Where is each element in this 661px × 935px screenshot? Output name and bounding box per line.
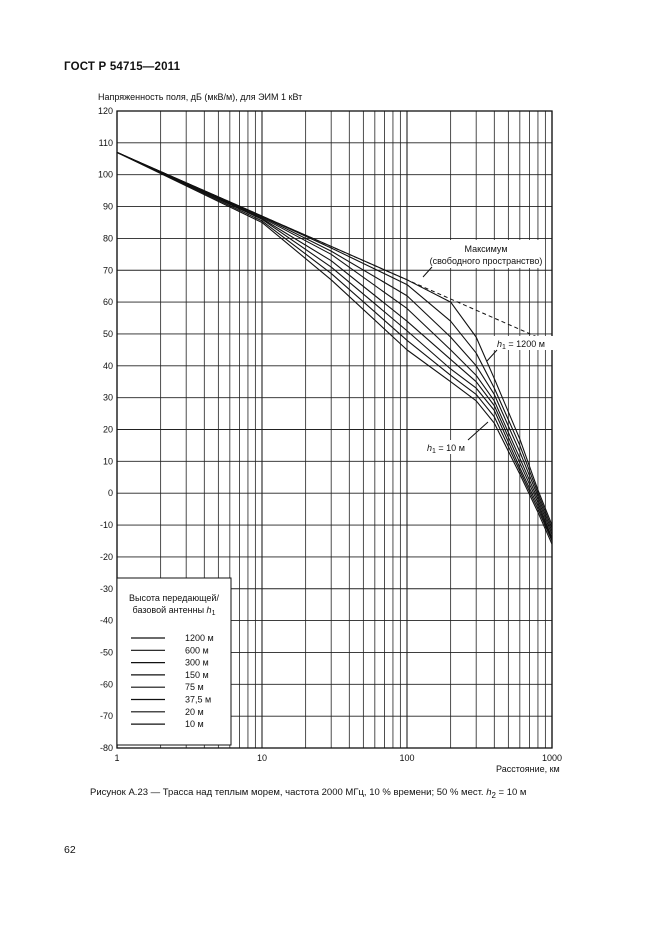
caption-h-subscript: 2 — [491, 790, 496, 800]
legend-title-line2: базовой антенны $h_1$ — [132, 605, 216, 617]
annotation-max-leader — [423, 267, 432, 277]
y-tick-label: 120 — [97, 106, 113, 116]
legend-title-line1: Высота передающей/ — [129, 593, 219, 603]
y-tick-label: -20 — [99, 551, 113, 562]
annotation-h1-10-leader — [468, 422, 488, 440]
annotation-max-line1: Максимум — [464, 244, 508, 254]
y-tick-label: 100 — [97, 169, 113, 180]
series-line — [117, 152, 552, 534]
chart-annotations — [423, 240, 553, 455]
annotation-h1-1200-leader — [487, 350, 497, 361]
y-tick-label: 0 — [107, 488, 113, 499]
series-line — [117, 152, 552, 537]
x-tick-label: 100 — [399, 753, 415, 763]
legend-label: 600 м — [185, 645, 209, 656]
y-axis-label: Напряженность поля, дБ (мкВ/м), для ЭИМ 1 кВт — [98, 92, 303, 102]
y-tick-label: -30 — [99, 583, 113, 594]
annotation-h1-10: $h_1 = 10$ м — [427, 443, 465, 455]
legend-label: 20 м — [185, 706, 204, 717]
page-number: 62 — [64, 844, 76, 856]
y-tick-label: 10 — [102, 456, 113, 467]
x-tick-label: 1000 — [541, 753, 563, 763]
caption-text: Рисунок А.23 — Трасса над теплым морем, частота 2000 МГц, 10 % времени; 50 % мест. — [90, 787, 487, 798]
y-tick-labels — [98, 106, 113, 753]
legend-label: 75 м — [185, 682, 204, 693]
y-tick-label: 80 — [102, 233, 113, 244]
caption-h-value: = 10 м — [495, 787, 527, 798]
y-tick-label: 90 — [102, 201, 113, 212]
y-tick-label: -60 — [99, 679, 113, 690]
y-tick-label: -80 — [99, 743, 113, 753]
y-tick-label: 50 — [102, 328, 113, 339]
y-tick-label: 20 — [102, 424, 113, 435]
chart-legend — [117, 578, 231, 745]
legend-label: 1200 м — [185, 633, 214, 643]
figure-caption — [90, 787, 526, 800]
y-tick-label: 40 — [102, 360, 113, 371]
series-line — [117, 152, 552, 544]
x-tick-labels — [114, 753, 562, 763]
y-tick-label: -10 — [99, 520, 113, 531]
x-tick-label: 10 — [256, 753, 268, 763]
series-line — [117, 152, 552, 525]
document-header: ГОСТ Р 54715—2011 — [64, 61, 181, 73]
legend-label: 150 м — [185, 669, 209, 680]
y-tick-label: 110 — [98, 137, 113, 148]
y-tick-label: -50 — [99, 647, 113, 658]
y-tick-label: -40 — [99, 615, 113, 626]
x-axis-label: Расстояние, км — [496, 764, 560, 774]
series-line — [117, 152, 552, 531]
y-tick-label: 60 — [102, 297, 113, 308]
chart-series — [117, 152, 552, 544]
series-line — [117, 152, 552, 539]
legend-label: 10 м — [185, 719, 204, 730]
legend-label: 37,5 м — [185, 694, 212, 705]
annotation-h1-1200: $h_1 = 1200$ м — [497, 339, 545, 351]
x-tick-label: 1 — [114, 753, 120, 763]
annotation-max-line2: (свободного пространство) — [429, 256, 543, 266]
legend-label: 300 м — [185, 657, 209, 668]
caption-h-symbol: h — [486, 787, 492, 798]
legend-box — [117, 578, 231, 745]
series-line — [117, 152, 552, 541]
y-tick-label: 30 — [102, 392, 113, 403]
y-tick-label: -70 — [99, 711, 113, 722]
y-tick-label: 70 — [102, 265, 113, 276]
series-line — [117, 152, 552, 528]
